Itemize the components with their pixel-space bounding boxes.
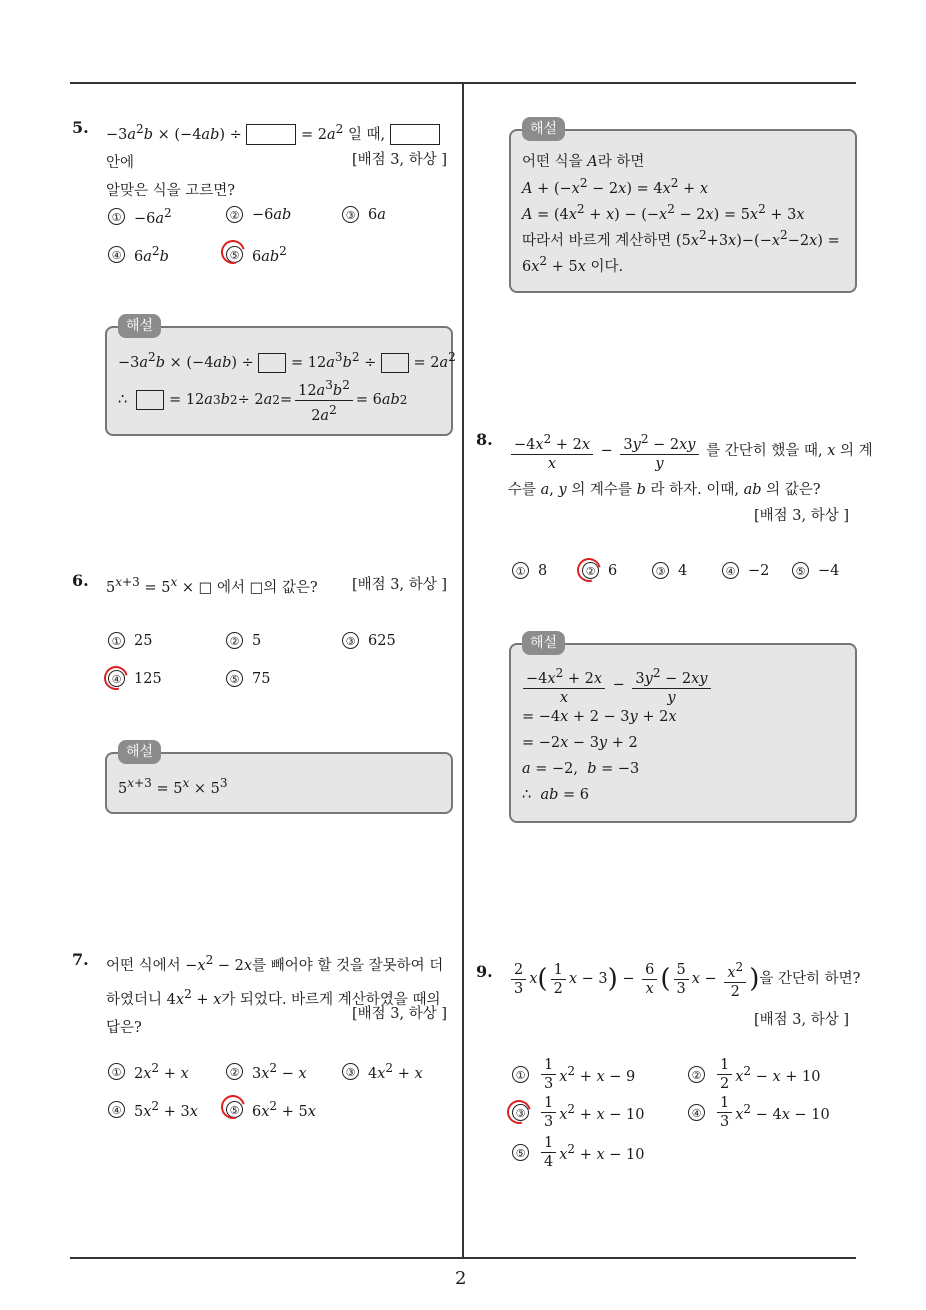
q8-solution-line1: $\frac{-4x^2 + 2x}{x}$ − $\frac{3y^2 - 2xy}{y}$ — [520, 664, 714, 707]
question-8-line1: $\frac{-4x^2 + 2x}{x}$ − $\frac{3y^2 - 2xy}{y}$ 를 간단히 했을 때, x 의 계 — [508, 430, 873, 473]
question-6-number: 6. — [72, 571, 89, 590]
q9-choice-4[interactable]: ④ $\frac{1}{3}$ $x^2 - 4x - 10$ — [688, 1094, 830, 1131]
question-5-number: 5. — [72, 118, 89, 137]
page-number: 2 — [455, 1268, 467, 1289]
q7-solution-line2: $A + (-x^2 - 2x) = 4x^2 + x$ — [522, 176, 709, 197]
q5-choice-5[interactable]: ⑤ $6ab^2$ — [226, 244, 287, 265]
q5-choice-3[interactable]: ③ 6a — [342, 206, 386, 223]
question-7-number: 7. — [72, 950, 89, 969]
question-6-text: $5^{x+3} = 5^x$ × □ 에서 □의 값은? — [106, 575, 318, 596]
question-9-number: 9. — [476, 962, 493, 981]
question-8-score: [배점 3, 하상 ] — [754, 508, 850, 524]
q7-solution-line5: $6x^2 + 5x$ 이다. — [522, 254, 624, 275]
question-7-text: 어떤 식에서 $-x^2 - 2x$를 빼어야 할 것을 잘못하여 더 하였더니 $4x^2 + x$가 되었다. 바르게 계산하였을 때의 답은? — [106, 953, 444, 1036]
q7-solution-line1: 어떤 식을 A라 하면 — [522, 154, 645, 170]
question-5-score: [배점 3, 하상 ] — [352, 152, 448, 168]
q5-solution-tag: 해설 — [118, 314, 161, 338]
q7-choice-4[interactable]: ④ $5x^2 + 3x$ — [108, 1099, 198, 1120]
q8-choice-1[interactable]: ① 8 — [512, 562, 547, 579]
q6-choice-4[interactable]: ④ 125 — [108, 670, 162, 687]
q7-choice-2[interactable]: ② $3x^2 - x$ — [226, 1061, 307, 1082]
q5-solution-line1: $-3a^2b \times (-4ab)$ ÷ = $12a^3b^2$ ÷ = $2a^2$ — [118, 350, 456, 371]
q8-answer-mark — [573, 554, 606, 587]
q6-choice-3[interactable]: ③ 625 — [342, 632, 396, 649]
q6-choice-2[interactable]: ② 5 — [226, 632, 261, 649]
q9-choice-5[interactable]: ⑤ $\frac{1}{4}$ $x^2 + x - 10$ — [512, 1134, 645, 1171]
q8-solution-line4: a = −2, b = −3 — [522, 761, 640, 777]
q8-solution-line2: = −4x + 2 − 3y + 2x — [522, 709, 677, 725]
question-7-score: [배점 3, 하상 ] — [352, 1006, 448, 1022]
q8-choice-5[interactable]: ⑤ −4 — [792, 562, 839, 579]
q8-solution-line5: ∴ ab = 6 — [522, 787, 589, 803]
q5-choice-2[interactable]: ② −6ab — [226, 206, 291, 223]
q9-choice-2[interactable]: ② $\frac{1}{2}$ $x^2 - x + 10$ — [688, 1056, 821, 1093]
q6-solution-line1: $5^{x+3} = 5^x \times 5^3$ — [118, 776, 228, 797]
question-8-number: 8. — [476, 430, 493, 449]
question-6-score: [배점 3, 하상 ] — [352, 577, 448, 593]
q9-choice-3[interactable]: ③ $\frac{1}{3}$ $x^2 + x - 10$ — [512, 1094, 645, 1131]
q5-solution-line2: ∴ = 12 a 3 b 2 ÷ 2 a 2 = $\frac{12a^3b^2}{2a^2}$ = 6 ab 2 — [118, 378, 408, 424]
q8-solution-line3: = −2x − 3y + 2 — [522, 735, 638, 751]
q7-solution-line4: 따라서 바르게 계산하면 $(5x^2+3x)-(-x^2-2x)$ = — [522, 228, 840, 249]
q8-solution-tag: 해설 — [522, 631, 565, 655]
question-5-text: $-3a^2b \times (-4ab)$ ÷ = $2a^2$ 일 때, 안에 알맞은 식을 고르면? — [106, 115, 456, 205]
question-9-text: $\frac{2}{3}$ x ( $\frac{1}{2}$ x − 3 ) − $\frac{6}{x}$ ( $\frac{5}{3}$ x − $\frac{x^2}{2}$ ) 을 간단히 하면? — [508, 958, 860, 1001]
q7-choice-3[interactable]: ③ $4x^2 + x$ — [342, 1061, 423, 1082]
q8-choice-2[interactable]: ② 6 — [582, 562, 617, 579]
q7-solution-tag: 해설 — [522, 117, 565, 141]
q8-choice-4[interactable]: ④ −2 — [722, 562, 769, 579]
q7-solution-line3: $A = (4x^2 + x) - (-x^2 - 2x) = 5x^2 + 3x$ — [522, 202, 805, 223]
question-9-score: [배점 3, 하상 ] — [754, 1012, 850, 1028]
q6-choice-5[interactable]: ⑤ 75 — [226, 670, 270, 687]
q7-choice-1[interactable]: ① $2x^2 + x$ — [108, 1061, 189, 1082]
q5-choice-1[interactable]: ① $-6a^2$ — [108, 206, 172, 227]
q6-solution-tag: 해설 — [118, 740, 161, 764]
q5-choice-4[interactable]: ④ $6a^2b$ — [108, 244, 169, 265]
q6-choice-1[interactable]: ① 25 — [108, 632, 152, 649]
q8-choice-3[interactable]: ③ 4 — [652, 562, 687, 579]
question-8-line2: 수를 a, y 의 계수를 b 라 하자. 이때, ab 의 값은? — [508, 482, 821, 498]
column-divider — [462, 82, 464, 1258]
q6-answer-mark — [100, 662, 133, 695]
q7-choice-5[interactable]: ⑤ $6x^2 + 5x$ — [226, 1099, 316, 1120]
q9-choice-1[interactable]: ① $\frac{1}{3}$ $x^2 + x - 9$ — [512, 1056, 635, 1093]
